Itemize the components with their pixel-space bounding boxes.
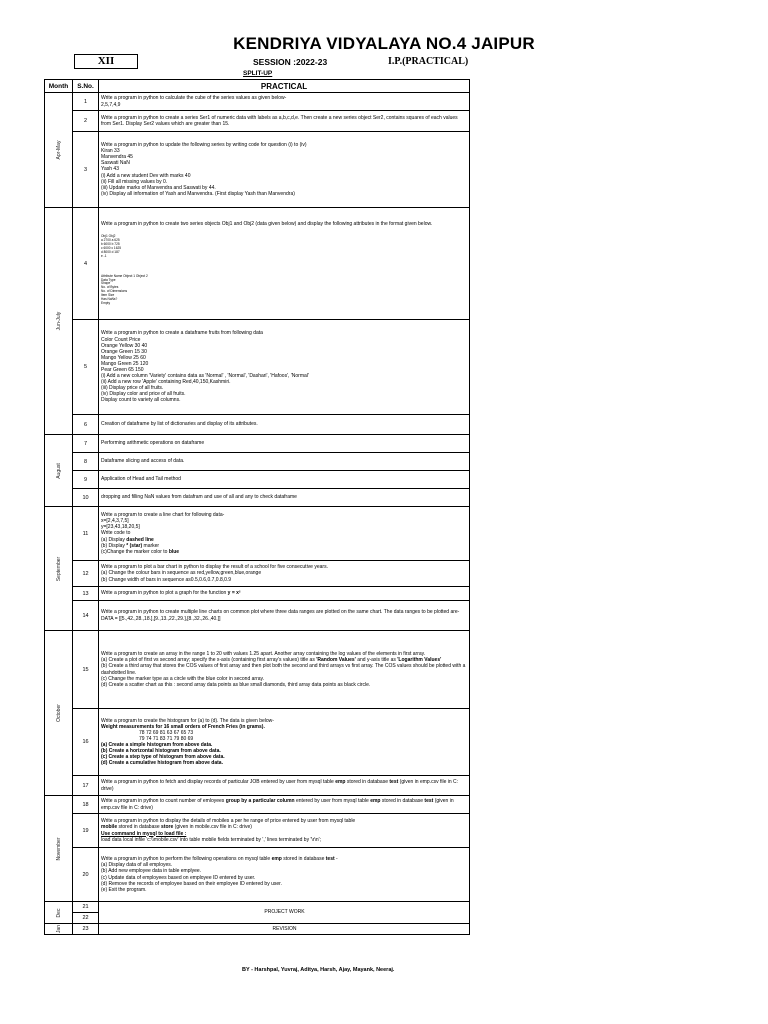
task-line: y=[23,43,18,20,5] (101, 524, 140, 531)
series-data-line: d 8000 d 187 (101, 249, 120, 254)
task-cell (99, 93, 470, 111)
table-row (45, 631, 470, 709)
table-row (45, 320, 470, 415)
task-line: Pear Green 65 150 (101, 367, 144, 373)
series-data-line: a 2700 a 625 (101, 238, 120, 243)
task-line: DATA = [[5.,42.,28.,18.],[9.,13.,22.,29.],[8.,32.,26.,40.]] (101, 615, 221, 622)
task-line: (iii) Display price of all fruits. (101, 385, 164, 392)
series-data-line: Obj1 Obj2 (101, 234, 116, 239)
table-row (45, 587, 470, 601)
task-cell: Performing arithmetic operations on dataframe (99, 435, 470, 453)
sno-cell: 21 (73, 902, 99, 913)
task-line: (i) Add a new student Dev with marks 40 (101, 172, 191, 179)
table-row (45, 796, 470, 814)
sno-cell: 23 (73, 924, 99, 935)
task-line: Write a program to plot a bar chart in python to display the result of a school for five consecutive years. (101, 564, 328, 571)
task-cell: Write a program in python to plot a graph for the function y = x² (99, 587, 470, 601)
task-line: (b) Create a third array that stores the COS values of first array and then plot both the second and third arrays vs first array. The COS values should be plotted with a dashdotted line. (101, 663, 466, 676)
subject-label: I.P.(PRACTICAL) (388, 56, 469, 67)
table-row (45, 111, 470, 132)
task-line: (b) Add new employee data in table emplyee. (101, 868, 202, 875)
task-line: (i) Add a new column 'Variety' contains data as 'Normal' , 'Normal', 'Dashari', 'Hafoos', 'Normal' (101, 373, 309, 380)
task-line: (c) Create a step type of histogram from above data. (101, 754, 225, 761)
task-cell: Dataframe slicing and access of data. (99, 453, 470, 471)
table-row (45, 93, 470, 111)
task-line: Weight measurements for 16 small orders of French Fries (in grams). (101, 723, 265, 730)
table-row (45, 924, 470, 935)
task-line: x=[2,4,3,7,5] (101, 518, 129, 525)
month-label: Apr-May (55, 140, 62, 160)
task-line: (iv) Display color and price of all fruits. (101, 391, 186, 398)
task-cell: Application of Head and Tail method (99, 471, 470, 489)
task-line: (a) Create a simple histogram from above data. (101, 742, 213, 748)
revision-cell: REVISION (99, 924, 470, 935)
table-row (45, 848, 470, 902)
month-cell (45, 208, 73, 435)
sno-cell: 3 (73, 132, 99, 208)
split-up-label: SPLIT-UP (243, 70, 273, 77)
task-line: 2,5,7,4,9 (101, 101, 121, 108)
series-data-line: e -1 (101, 253, 107, 258)
task-line: mobile stored in database store (given in mobile.csv file in C: drive) (101, 824, 252, 831)
series-data-line: b 6000 b 725 (101, 242, 120, 247)
task-cell (99, 561, 470, 587)
task-line: Write a program in python to display the details of mobiles a per he range of price entered by user from mysql table (101, 818, 356, 825)
task-line: (c) Change the marker type as a circle with the blue color in second array. (101, 675, 265, 682)
table-row (45, 902, 470, 913)
table-row (45, 471, 470, 489)
sno-cell: 10 (73, 489, 99, 507)
sno-cell: 4 (73, 208, 99, 320)
task-cell: dropping and filling NaN values from datafram and use of all and any to check dataframe (99, 489, 470, 507)
task-line: (iv) Display all information of Yash and Manvendra. (First display Yash than Manvendra) (101, 190, 295, 197)
task-line: (d) Create a cumulative histogram from above data. (101, 760, 223, 767)
task-line: (ii) Add a new row 'Apple' containing Red,40,150,Kashmiri. (101, 379, 231, 386)
task-line: Kiran 33 (101, 148, 120, 155)
task-line: 79 74 71 83 71 79 80 69 (139, 735, 194, 742)
task-line: Write a program in python to perform the following operations on mysql table emp stored in database test - (101, 856, 338, 863)
header-practical: PRACTICAL (99, 80, 470, 93)
task-line: Use command in mysql to load file : (101, 830, 187, 837)
sno-cell: 7 (73, 435, 99, 453)
task-line: Orange Yellow 30 40 (101, 342, 148, 349)
task-cell (99, 601, 470, 631)
month-cell (45, 796, 73, 902)
task-line: Mango Yellow 25 60 (101, 354, 146, 361)
attribute-line: Shape (101, 281, 111, 286)
task-line: (e) Exit the program. (101, 886, 147, 893)
task-line: Write a program to create an array in the range 1 to 20 with values 1.25 apart. Another array containing the log values of the elements in first array. (101, 651, 426, 658)
month-cell (45, 507, 73, 631)
task-cell (99, 320, 470, 415)
table-row (45, 776, 470, 796)
sno-cell: 12 (73, 561, 99, 587)
project-work-cell: PROJECT WORK (99, 902, 470, 924)
attribute-line: Data Type (101, 277, 116, 282)
task-cell (99, 709, 470, 776)
task-line: Manvendra 45 (101, 154, 133, 161)
class-box: XII (74, 54, 138, 69)
task-line: (a) Create a plot of first vs second array; specify the x-axis (containing first array's values) title as 'Random Values' and y-axis title as 'Logarithm Values' (101, 657, 442, 664)
task-cell (99, 208, 470, 320)
table-row (45, 132, 470, 208)
task-line: Write a program to create the histogram for (a) to (d). The data is given below- (101, 717, 274, 724)
month-label: September (55, 556, 62, 581)
task-cell (99, 111, 470, 132)
table-row (45, 435, 470, 453)
task-line: Display count to variety all columns. (101, 397, 181, 404)
table-row (45, 814, 470, 848)
session-label: SESSION :2022-23 (253, 57, 328, 67)
sno-cell: 22 (73, 913, 99, 924)
month-label: October (55, 704, 62, 722)
attribute-line: No. of Dimensions (101, 289, 128, 294)
task-line: Mango Green 25 120 (101, 360, 149, 367)
task-line: (b) Create a horizontal histogram from above data. (101, 748, 221, 755)
table-row (45, 489, 470, 507)
table-row (45, 415, 470, 435)
task-cell: Write a program in python to count number of emloyees group by a particular column entered by user from mysql table emp stored in database test (given in emp.csv file in C: drive) (99, 796, 470, 814)
task-cell (99, 631, 470, 709)
task-line: (ii) Fill all missing values by 0. (101, 178, 168, 185)
task-line: (b) Display * (star) marker (101, 542, 160, 549)
month-label: Jan (55, 924, 62, 934)
task-line: (d) Create a scatter chart as this : second array data points as blue small diamonds, third array data points as black circle. (101, 681, 371, 688)
task-line: Color Count Price (101, 336, 141, 343)
table-row (45, 507, 470, 561)
task-cell (99, 132, 470, 208)
task-line: Write code to (101, 530, 131, 537)
task-line: 78 72 69 81 63 67 65 73 (139, 729, 194, 736)
sno-cell: 13 (73, 587, 99, 601)
sno-cell: 9 (73, 471, 99, 489)
table-row (45, 709, 470, 776)
attribute-line: Empty (101, 300, 111, 305)
sno-cell: 14 (73, 601, 99, 631)
series-data-line: c 6000 c 1625 (101, 245, 122, 250)
sno-cell: 16 (73, 709, 99, 776)
table-row (45, 453, 470, 471)
task-cell (99, 814, 470, 848)
school-title: KENDRIYA VIDYALAYA NO.4 JAIPUR (233, 34, 535, 53)
month-label: Jun-July (55, 311, 62, 331)
task-line: Write a program in python to create two series objects Obj1 and Obj2 (data given below) and display the following attributes in the format given below. (101, 221, 433, 228)
task-line: Write a program in python to update the following series by writing code for question (i) to (iv) (101, 142, 307, 149)
task-line: (a) Display data of all employes. (101, 862, 173, 869)
sno-cell: 1 (73, 93, 99, 111)
month-label: August (55, 462, 62, 479)
table-row (45, 208, 470, 320)
task-cell (99, 507, 470, 561)
sno-cell: 11 (73, 507, 99, 561)
sno-cell: 8 (73, 453, 99, 471)
task-line: Write a program in python to create a series Ser1 of numeric data with labels as a,b,c,d,e. Then create a new series object Ser2, contains squares of each values from Ser1. Display Ser2 values which are greater than 15. (101, 114, 458, 127)
month-label: Dec (55, 908, 62, 917)
table-row (45, 561, 470, 587)
credits-footer: BY - Harshpal, Yuvraj, Aditya, Harsh, Ajay, Mayank, Neeraj. (242, 967, 395, 973)
attribute-line: Has NaNs? (101, 297, 118, 302)
sno-cell: 6 (73, 415, 99, 435)
table-header-row (45, 80, 470, 93)
attribute-line: No. of Bytes (101, 285, 119, 290)
header-month: Month (45, 80, 73, 93)
task-line: Write a program in python to create a dataframe fruits from following data (101, 330, 263, 337)
task-cell: Creation of dataframe by list of dictionaries and display of its attributes. (99, 415, 470, 435)
task-line: Orange Green 15 30 (101, 348, 147, 355)
task-line: (c) Update data of employees based on employee ID entered by user. (101, 874, 256, 881)
task-line: load data local infile 'c:\\mobile.csv' into table mobile fields terminated by ',' lines terminated by '\r\n'; (101, 836, 321, 843)
sno-cell: 17 (73, 776, 99, 796)
sno-cell: 18 (73, 796, 99, 814)
sno-cell: 2 (73, 111, 99, 132)
sno-cell: 19 (73, 814, 99, 848)
sno-cell: 20 (73, 848, 99, 902)
month-cell (45, 435, 73, 507)
task-cell: Write a program in python to fetch and display records of particular JOB entered by user from mysql table emp stored in database test (given in emp.csv file in C: drive) (99, 776, 470, 796)
month-cell (45, 93, 73, 208)
header-sno: S.No. (73, 80, 99, 93)
practical-table (44, 79, 470, 935)
task-line: Write a program to create a line chart for following data- (101, 512, 225, 519)
task-line: Saswati NaN (101, 160, 130, 167)
month-cell (45, 902, 73, 924)
task-line: Yash 43 (101, 166, 119, 173)
table-row (45, 601, 470, 631)
task-line: (c)Change the marker color to blue (101, 548, 180, 555)
sno-cell: 15 (73, 631, 99, 709)
task-line: (a) Change the colour bars in sequence as red,yellow,green,blue,orange (101, 570, 262, 577)
month-cell (45, 924, 73, 935)
task-cell (99, 848, 470, 902)
task-line: Write a program in python to calculate the cube of the series values as given below- (101, 95, 287, 102)
attribute-line: Item Size (101, 293, 115, 298)
task-line: (a) Display dashed line (101, 536, 154, 543)
month-cell (45, 631, 73, 796)
task-line: Write a program in python to create multiple line charts on common plot where three data ranges are plotted on the same chart. The data ranges to be plotted are- (101, 609, 460, 616)
attribute-line: Attribute Name Object 1 Object 2 (101, 273, 148, 278)
month-label: November (55, 836, 62, 861)
sno-cell: 5 (73, 320, 99, 415)
task-line: (iii) Update marks of Manvendra and Saswati by 44. (101, 184, 216, 191)
task-line: (b) Change width of bars in sequence as0.5,0.6,0.7,0.8,0.9 (101, 576, 232, 583)
task-line: (d) Remove the records of employee based on their employee ID entered by user. (101, 880, 282, 887)
